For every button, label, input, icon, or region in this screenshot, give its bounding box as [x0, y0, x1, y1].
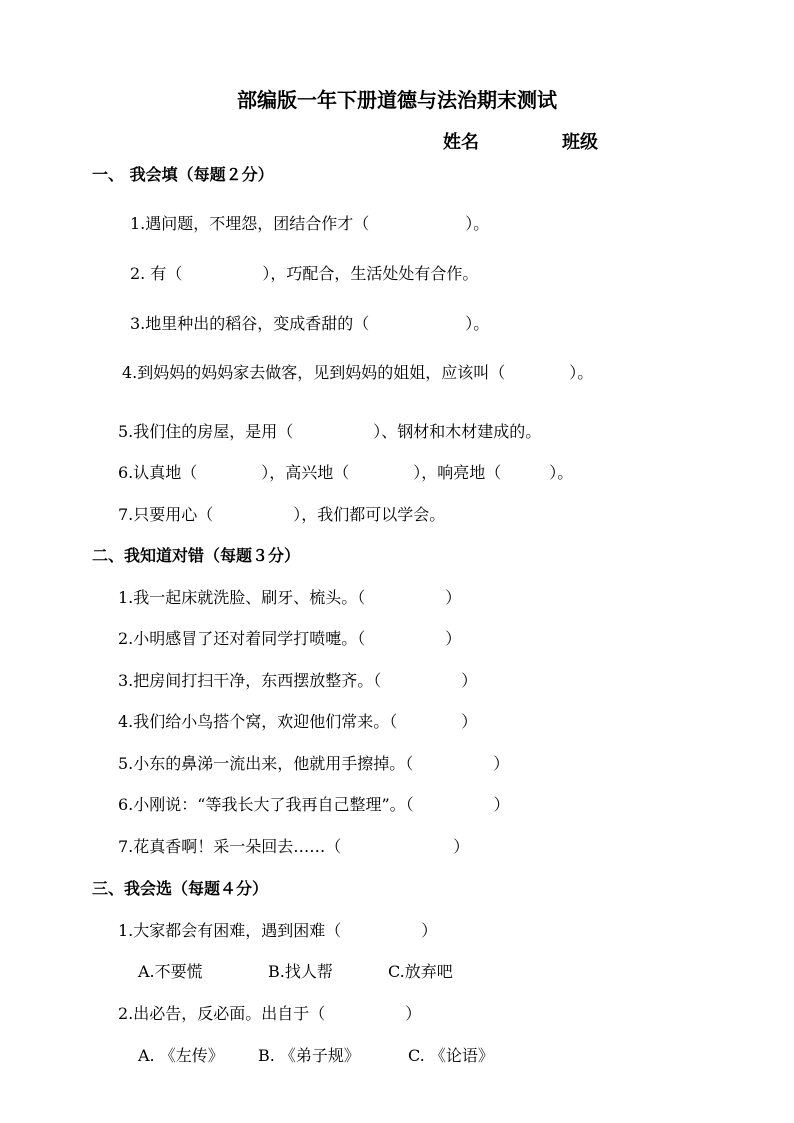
judge-question-6: 6.小刚说：“等我长大了我再自己整理”。（ ） — [118, 795, 510, 814]
section-1-heading: 一、 我会填（每题２分） — [92, 165, 274, 184]
fill-question-3: 3.地里种出的稻谷，变成香甜的（ ）。 — [130, 314, 490, 333]
section-3-heading: 三、我会选（每题４分） — [92, 879, 269, 898]
fill-question-2: 2. 有（ ），巧配合，生活处处有合作。 — [130, 264, 479, 283]
choice-2-option-c: C. 《论语》 — [408, 1046, 494, 1065]
judge-question-3: 3.把房间打扫干净，东西摆放整齐。（ ） — [118, 671, 478, 690]
name-label: 姓名 — [443, 132, 479, 153]
choice-question-2: 2.出必告，反必面。出自于（ ） — [118, 1004, 422, 1023]
judge-question-4: 4.我们给小鸟搭个窝，欢迎他们常来。（ ） — [118, 712, 478, 731]
fill-question-1: 1.遇问题，不埋怨，团结合作才（ ）。 — [130, 214, 490, 233]
class-label: 班级 — [562, 132, 598, 153]
choice-question-1: 1.大家都会有困难，遇到困难（ ） — [118, 921, 438, 940]
judge-question-2: 2.小明感冒了还对着同学打喷嚏。（ ） — [118, 629, 462, 648]
choice-1-option-c: C.放弃吧 — [388, 962, 453, 981]
fill-question-6: 6.认真地（ ），高兴地（ ），响亮地（ ）。 — [118, 463, 574, 482]
judge-question-7: 7.花真香啊！采一朵回去……（ ） — [118, 837, 470, 856]
section-2-heading: 二、我知道对错（每题３分） — [92, 546, 301, 565]
choice-2-option-b: B. 《弟子规》 — [258, 1046, 360, 1065]
judge-question-1: 1.我一起床就洗脸、刷牙、梳头。（ ） — [118, 588, 462, 607]
choice-2-option-a: A. 《左传》 — [138, 1046, 224, 1065]
judge-question-5: 5.小东的鼻涕一流出来，他就用手擦掉。（ ） — [118, 754, 510, 773]
choice-1-option-b: B.找人帮 — [268, 962, 333, 981]
page-title: 部编版一年下册道德与法治期末测试 — [237, 88, 557, 112]
fill-question-4: 4.到妈妈的妈妈家去做客，见到妈妈的姐姐，应该叫（ ）。 — [122, 363, 594, 382]
fill-question-7: 7.只要用心（ ），我们都可以学会。 — [118, 505, 446, 524]
choice-1-option-a: A.不要慌 — [138, 962, 203, 981]
fill-question-5: 5.我们住的房屋，是用（ ）、钢材和木材建成的。 — [118, 422, 542, 441]
